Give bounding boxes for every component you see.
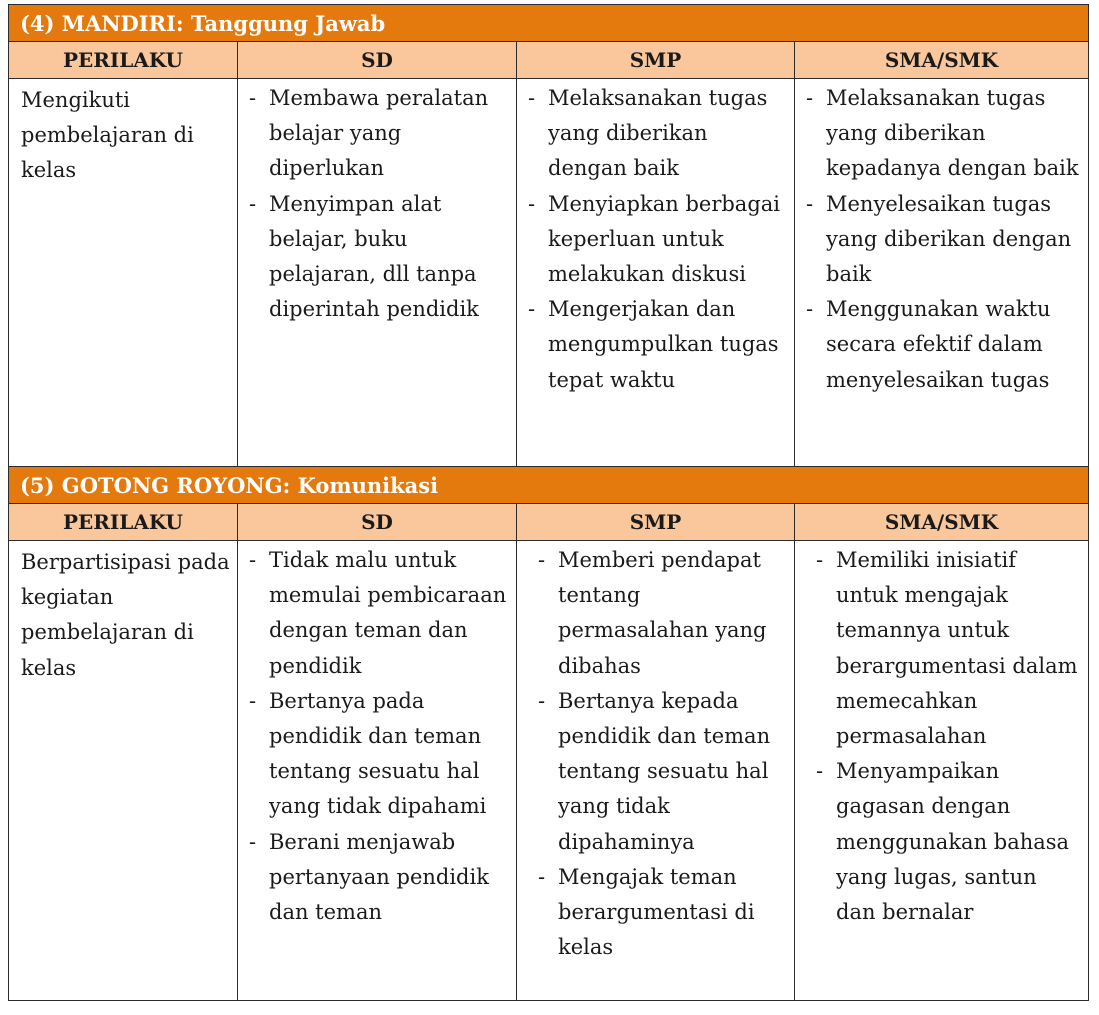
list-item: - Menyampaikan gagasan dengan menggunakan bahasa yang lugas, santun dan bernalar <box>816 754 1080 930</box>
section-4-header-row <box>9 5 1089 42</box>
section-4-sd-list <box>238 79 516 327</box>
section-5-smp-list <box>517 541 794 965</box>
column-header-sd: SD <box>238 504 517 541</box>
section-5-sd-cell <box>238 541 517 1001</box>
column-header-smp: SMP <box>517 504 795 541</box>
list-item: - Menyelesaikan tugas yang diberikan dengan baik <box>806 187 1080 293</box>
list-item: - Mengajak teman berargumentasi di kelas <box>538 860 786 966</box>
list-item: - Bertanya pada pendidik dan teman tentang sesuatu hal yang tidak dipahami <box>249 684 508 825</box>
section-4-content-row <box>9 79 1089 467</box>
list-item: - Bertanya kepada pendidik dan teman tentang sesuatu hal yang tidak dipahaminya <box>538 684 786 860</box>
section-4-smp-cell <box>517 79 795 467</box>
list-item: - Berani menjawab pertanyaan pendidik dan teman <box>249 825 508 931</box>
section-5-perilaku-cell <box>9 541 238 1001</box>
list-item: - Memiliki inisiatif untuk mengajak temannya untuk berargumentasi dalam memecahkan permasalahan <box>816 543 1080 754</box>
section-5-smp-cell <box>517 541 795 1001</box>
section-5-sd-list <box>238 541 516 930</box>
column-header-perilaku: PERILAKU <box>9 504 238 541</box>
section-5-header-row <box>9 467 1089 504</box>
section-4-sma-cell <box>795 79 1089 467</box>
list-item: - Memberi pendapat tentang permasalahan yang dibahas <box>538 543 786 684</box>
column-header-sd: SD <box>238 42 517 79</box>
section-5-title: (5) GOTONG ROYONG: Komunikasi <box>9 467 1089 504</box>
section-5-sma-cell <box>795 541 1089 1001</box>
section-5-column-headers <box>9 504 1089 541</box>
list-item: - Mengerjakan dan mengumpulkan tugas tepat waktu <box>528 292 786 398</box>
section-4-perilaku-cell <box>9 79 238 467</box>
section-5-content-row <box>9 541 1089 1001</box>
list-item: - Melaksanakan tugas yang diberikan dengan baik <box>528 81 786 187</box>
section-4-smp-list <box>517 79 794 398</box>
list-item: - Menyimpan alat belajar, buku pelajaran, dll tanpa diperintah pendidik <box>249 187 508 328</box>
character-indicator-table <box>8 4 1089 1001</box>
section-4-sma-list <box>795 79 1088 398</box>
list-item: - Tidak malu untuk memulai pembicaraan dengan teman dan pendidik <box>249 543 508 684</box>
section-4-column-headers <box>9 42 1089 79</box>
column-header-smp: SMP <box>517 42 795 79</box>
column-header-perilaku: PERILAKU <box>9 42 238 79</box>
column-header-sma-smk: SMA/SMK <box>795 42 1089 79</box>
list-item: - Menggunakan waktu secara efektif dalam menyelesaikan tugas <box>806 292 1080 398</box>
section-4-title: (4) MANDIRI: Tanggung Jawab <box>9 5 1089 42</box>
list-item: - Menyiapkan berbagai keperluan untuk melakukan diskusi <box>528 187 786 293</box>
section-4-sd-cell <box>238 79 517 467</box>
section-5-perilaku-text: Berpartisipasi pada kegiatan pembelajaran di kelas <box>21 550 230 680</box>
column-header-sma-smk: SMA/SMK <box>795 504 1089 541</box>
list-item: - Melaksanakan tugas yang diberikan kepadanya dengan baik <box>806 81 1080 187</box>
section-5-sma-list <box>795 541 1088 930</box>
section-4-perilaku-text: Mengikuti pembelajaran di kelas <box>21 88 194 183</box>
list-item: - Membawa peralatan belajar yang diperlukan <box>249 81 508 187</box>
